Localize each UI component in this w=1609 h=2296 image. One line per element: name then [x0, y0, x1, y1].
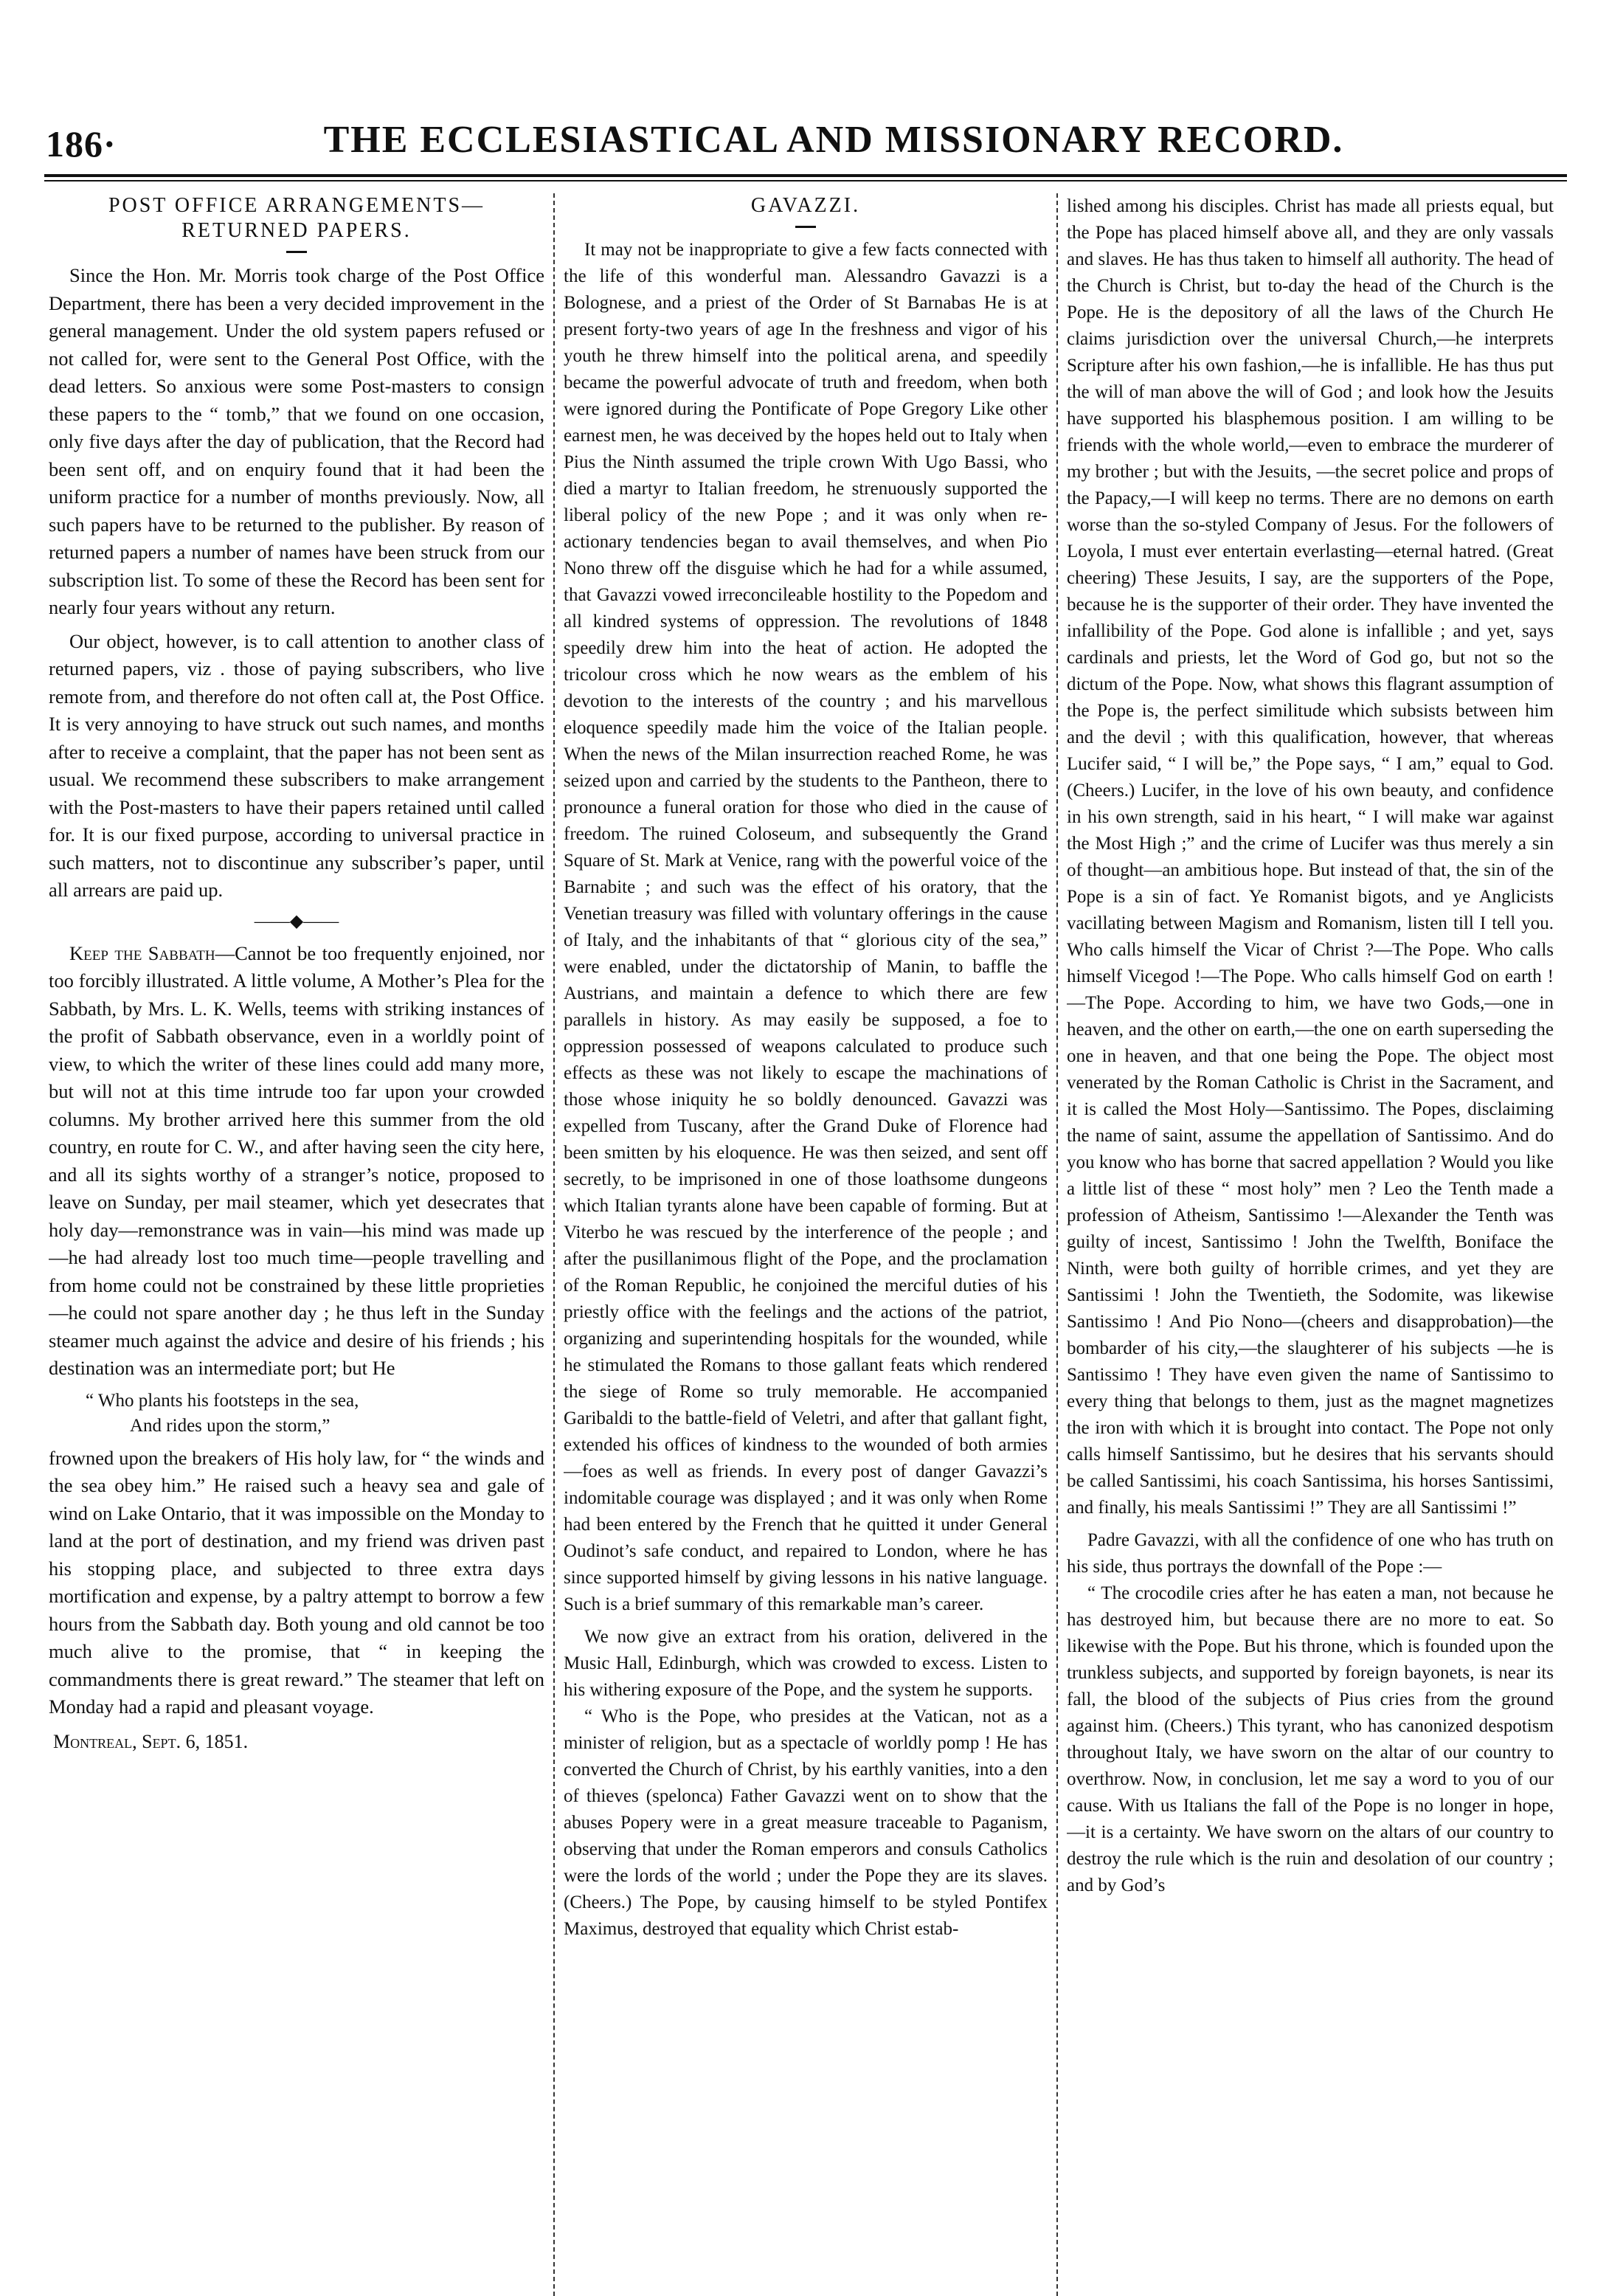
heading-dash: [795, 226, 816, 228]
article-heading-post-office: [49, 193, 544, 243]
column-separator-1: [553, 193, 555, 2296]
paragraph: Padre Gavazzi, with all the confidence of one who has truth on his side, thus portrays the downfall of the Pope :—: [1067, 1530, 1554, 1577]
running-title: THE ECCLESIASTICAL AND MISSIONARY RECORD.: [323, 119, 1344, 161]
verse-quote: [49, 1389, 544, 1439]
column-2: [564, 193, 1048, 2292]
paragraph: frowned upon the breakers of His holy law, for “ the winds and the sea obey him.” He raised such a heavy sea and gale of wind on Lake Ontario, that it was impossible on the Monday to land at the port of destination, and my friend was driven past his stopping place, and subjected to three extra days mortification and expense, by a paltry attempt to borrow a few hours from the Sabbath day. Both young and old cannot be too much alive to the promise, that “ in keeping the commandments there is great reward.” The steamer that left on Monday had a rapid and pleasant voyage.: [49, 1446, 544, 1718]
paragraph: lished among his disciples. Christ has made all priests equal, but the Pope has placed himself above all, and they are only vassals and slaves. He has thus taken to himself all authority. The head of the Church is Christ, but to-day the head of the Church is the Pope. He is the depository of all the laws of the Church He claims jurisdiction over the universal Church,—he interprets Scripture after his own fashion,—he is infallible. He has thus put the will of man above the will of God ; and look how the Jesuits have supported his blasphemous position. I am willing to be friends with the whole world,—even to embrace the murderer of my brother ; but with the Jesuits, —the secret police and props of the Papacy,—I will keep no terms. There are no demons on earth worse than the so-styled Company of Jesus. For the followers of Loyola, I must ever entertain everlasting—eternal hatred. (Great cheering) These Jesuits, I say, are the supporters of the Pope, because he is the supporter of their order. They have invented the infallibility of the Pope. God alone is infallible ; and yet, says cardinals and priests, let the Word of God go, but not so the dictum of the Pope. Now, what shows this flagrant assumption of the Pope is, the perfect similitude which subsists between him and the devil ; with this qualification, however, that whereas Lucifer said, “ I will be,” the Pope says, “ I am,” equal to God. (Cheers.) Lucifer, in the love of his own beauty, and confidence in his own strength, said in his heart, “ I will make war against the Most High ;” and the crime of Lucifer was thus merely a sin of thought—an ambitious hope. But instead of that, the sin of the Pope is a sin of fact. Ye Romanist bigots, and ye Anglicists vacillating between Magism and Romanism, listen till I tell you. Who calls himself the Vicar of Christ ?—The Pope. Who calls himself Vicegod !—The Pope. Who calls himself God on earth !—The Pope. According to him, we have two Gods,—one in heaven, and the other on earth,—the one on earth superseding the one in heaven, and that one being the Pope. The object most venerated by the Roman Catholic is Christ in the Sacrament, and it is called the Most Holy—Santissimo. The Popes, disclaiming the name of saint, assume the appellation of Santissimo. And do you know who has borne that sacred appellation ? Would you like a little list of these “ most holy” men ? Leo the Tenth made a profession of Atheism, Santissimo !—Alexander the Tenth was guilty of incest, Santissimo ! John the Twelfth, Boniface the Ninth, were both guilty of horrible crimes, and yet they are Santissimi ! John the Twentieth, the Sodomite, was likewise Santissimo ! And Pio Nono—(cheers and disapprobation)—the bombarder of his city,—the slaughterer of his subjects —he is Santissimo ! They have even given the name of Santissimo to every thing that belongs to them, just as the magnet magnetizes the iron with which it is brought into contact. The Pope not only calls himself Santissimo, but he desires that his servants should be called Santissimi, his coach Santissima, his horses Santissimi, and finally, his meals Santissimi !” They are all Santissimi !”: [1067, 196, 1554, 1518]
column-separator-2: [1056, 193, 1058, 2296]
dateline: Montreal, Sept. 6, 1851.: [53, 1730, 249, 1752]
column-3: [1067, 193, 1554, 2292]
header-rule-thin: [44, 180, 1567, 181]
section-ornament: ——◆——: [254, 911, 339, 931]
article-heading-gavazzi: GAVAZZI.: [750, 194, 861, 217]
paragraph: We now give an extract from his oration, delivered in the Music Hall, Edinburgh, which was crowded to excess. Listen to his withering exposure of the Pope, and the system he supports.: [564, 1627, 1048, 1700]
paragraph-body: —Cannot be too frequently enjoined, nor too forcibly illustrated. A little volume, A Mother’s Plea for the Sabbath, by Mrs. L. K. Wells, teems with striking instances of the profit of Sabbath observance, even in a worldly point of view, to which the writer of these lines could add many more, but will not at this time intrude too far upon your crowded columns. My brother arrived here this summer from the old country, en route for C. W., and after having seen the city here, and all its sights worthy of a stranger’s notice, proposed to leave on Sunday, per mail steamer, which yet desecrates that holy day—remonstrance was in vain—his mind was made up—he had already lost too much time—people travelling and from home could not be constrained by these little proprieties—he could not spare another day ; he thus left in the Sunday steamer much against the advice and desire of his friends ; his destination was an intermediate port; but He: [49, 941, 544, 1379]
heading-line-1: POST OFFICE ARRANGEMENTS—: [108, 194, 485, 217]
page-number: 186·: [46, 123, 117, 165]
verse-line-2: And rides upon the storm,”: [130, 1415, 331, 1436]
heading-line-2: RETURNED PAPERS.: [181, 219, 412, 242]
paragraph: Since the Hon. Mr. Morris took charge of the Post Office Department, there has been a very decided improvement in the general management. Under the old system papers refused or not called for, were sent to the General Post Office, with the dead letters. So anxious were some Post-masters to consign these papers to the “ tomb,” that we found on one occasion, only five days after the day of publication, that the Record had been sent off, and on enquiry found that it had been the uniform practice for a number of months previously. Now, all such papers have to be returned to the publisher. By reason of returned papers a number of names have been struck from our subscription list. To some of these the Record has been sent for nearly four years without any return.: [49, 264, 544, 618]
column-1: [49, 193, 544, 2292]
paragraph: It may not be inappropriate to give a few facts connected with the life of this wonderful man. Alessandro Gavazzi is a Bolognese, and a priest of the Order of St Barnabas He is at present forty-two years of age In the freshness and vigor of his youth he threw himself into the political arena, and speedily became the powerful advocate of truth and freedom, when both were ignored during the Pontificate of Pope Gregory Like other earnest men, he was deceived by the hopes held out to Italy when Pius the Ninth assumed the triple crown With Ugo Bassi, who died a martyr to Italian freedom, he strenuously supported the liberal policy of the new Pope ; and it was only when re-actionary tendencies began to avail themselves, and when Pio Nono threw off the disguise which he had for a while assumed, that Gavazzi vowed irreconcileable hostility to the Popedom and all kindred systems of oppression. The revolutions of 1848 speedily drew him into the heat of action. He adopted the tricolour cross which he now wears as the emblem of his devotion to the interests of the country ; and his marvellous eloquence speedily made him the voice of the Italian people. When the news of the Milan insurrection reached Rome, he was seized upon and carried by the students to the Pantheon, there to pronounce a funeral oration for those who died in the cause of freedom. The ruined Coloseum, and subsequently the Grand Square of St. Mark at Venice, rang with the powerful voice of the Barnabite ; and such was the effect of his oratory, that the Venetian treasury was filled with voluntary offerings in the cause of Italy, and the inhabitants of that “ glorious city of the sea,” were enabled, under the dictatorship of Manin, to baffle the Austrians, and maintain a defence to which there are few parallels in history. As may easily be supposed, a foe to oppression possessed of weapons calculated to produce such effects as these was not likely to escape the machinations of those whose iniquity he so boldly denounced. Gavazzi was expelled from Tuscany, after the Grand Duke of Florence had been smitten by his eloquence. He was then seized, and sent off secretly, to be imprisoned in one of those loathsome dungeons which Italian tyrants alone have been capable of forming. But at Viterbo he was rescued by the interference of the people ; and after the pusillanimous flight of the Pope, and the proclamation of the Roman Republic, he conjoined the merciful duties of his priestly office with the feelings and the actions of the patriot, organizing and superintending hospitals for the wounded, while he stimulated the Romans to those gallant feats which rendered the siege of Rome so truly memorable. He accompanied Garibaldi to the battle-field of Veletri, and after that gallant fight, extended his offices of kindness to the wounded of both armies —foes as well as friends. In every post of danger Gavazzi’s indomitable courage was displayed ; and it was only when Rome had been entered by the French that he quitted it under General Oudinot’s safe conduct, and repaired to London, where he has since supported himself by giving lessons in his native language. Such is a brief summary of this remarkable man’s career.: [564, 240, 1048, 1614]
paragraph: Our object, however, is to call attention to another class of returned papers, viz . those of paying subscribers, who live remote from, and therefore do not often call at, the Post Office. It is very annoying to have struck out such names, and months after to receive a complaint, that the paper has not been sent as usual. We recommend these subscribers to make arrangement with the Post-masters to have their papers retained until called for. It is our fixed purpose, according to universal practice in such matters, not to discontinue any subscriber’s paper, until all arrears are paid up.: [49, 629, 544, 901]
verse-line-1: “ Who plants his footsteps in the sea,: [86, 1390, 359, 1411]
header-rule: [44, 174, 1567, 177]
lead-in: Keep the Sabbath: [69, 941, 215, 964]
heading-dash: [286, 251, 307, 253]
paragraph-sabbath: [49, 940, 544, 1383]
paragraph: “ Who is the Pope, who presides at the Vatican, not as a minister of religion, but as a spectacle of worldly pomp ! He has converted the Church of Christ, by his earthly vanities, into a den of thieves (spelonca) Father Gavazzi went on to show that the abuses Popery were in a great measure traceable to Paganism, observing that under the Roman emperors and consuls Catholics were the lords of the world ; under the Pope they are its slaves. (Cheers.) The Pope, by causing himself to be styled Pontifex Maximus, destroyed that equality which Christ estab-: [564, 1707, 1048, 1939]
paragraph: “ The crocodile cries after he has eaten a man, not because he has destroyed him, but because there are no more to eat. So likewise with the Pope. But his throne, which is founded upon the trunkless subjects, and supported by foreign bayonets, is near its fall, the blood of the subjects of Pius cries from the ground against him. (Cheers.) This tyrant, who has canonized despotism throughout Italy, we have sworn on the altar of our country to overthrow. Now, in conclusion, let me say a word to you of our cause. With us Italians the fall of the Pope is no longer in hope, —it is a certainty. We have sworn on the altars of our country to destroy the rule which is the ruin and desolation of our country ; and by God’s: [1067, 1583, 1554, 1895]
